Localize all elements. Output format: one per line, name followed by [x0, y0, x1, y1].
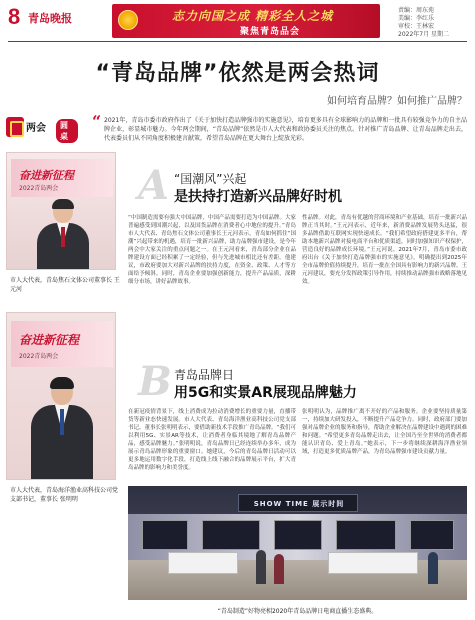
header-divider — [8, 41, 467, 42]
article-title: “青岛品牌”依然是两会热词 — [95, 61, 380, 86]
section-headline: 用5G和实景AR展现品牌魅力 — [174, 385, 357, 401]
visitor-figure — [256, 550, 266, 584]
portrait-photo-wang — [6, 152, 116, 270]
two-sessions-badge — [6, 114, 78, 140]
display-counter — [328, 552, 418, 574]
badge-pill: 圆桌 — [56, 119, 78, 143]
portrait-photo-zhang — [6, 312, 116, 480]
banner-slogan: 志力向国之成 精彩全人之城 — [172, 9, 334, 23]
credit-line: 美编：李红乐 — [398, 15, 435, 22]
article-intro: 2021年，青岛市委市政府作出了《关于加快打造品牌强市的实施意见》，培育更多具有全球影响力的品牌和一批具有较强竞争力的自主品牌企业，彰显城市魅力。今年两会期间，“青岛品牌”依然是市人大代表和政协委员关注的焦点。针对推广青岛品牌、让青岛品牌走出去，代表委员们从不同角度积极建言献策，希望青岛品牌在更大舞台上绽放光彩。 — [104, 117, 467, 142]
section-headline: 是扶持打造新兴品牌好时机 — [174, 189, 342, 205]
page-number: 8 — [8, 4, 21, 29]
backdrop-banner — [11, 321, 113, 367]
photo-caption: 市人大代表，青岛焦石文体公司董事长 王元河 — [10, 277, 120, 293]
photo-caption: 市人大代表，青岛海洋渔业高科技公司党支部书记，董事长 张明明 — [10, 487, 119, 503]
visitor-figure — [274, 554, 284, 584]
backdrop-title: 奋进新征程 — [19, 169, 74, 182]
column-logo-icon — [6, 117, 24, 137]
quote-mark: “ — [92, 112, 102, 131]
editor-credits — [398, 7, 449, 39]
exhibition-photo — [128, 486, 467, 600]
issue-date: 2022年7月 星期二 — [398, 31, 449, 38]
badge-label: 两会 — [26, 123, 46, 134]
display-screen — [274, 520, 322, 550]
section-kicker: “国潮风”兴起 — [174, 172, 247, 186]
visitor-figure — [428, 552, 438, 584]
page-header — [0, 0, 475, 44]
display-screen — [410, 520, 454, 550]
national-emblem-icon — [118, 10, 138, 30]
body-column: “中国制造需要有强大中国品牌，中国产品需要打造为中国品牌。大家普遍感受到国潮兴起，以及国货品牌在消费者心中地位的提升。”青岛市人大代表、青岛焦石文体公司董事长王元河表示，青岛如何抓住“国潮”兴起带来的机遇，培育一批新兴品牌，助力品牌强市建设，是今年两会中大家关注的重点问题之一。在王元河看来，青岛部分企业在品牌建设方面已经积累了一定经验，但与先进城市相比还有差距。他建议，市政府要加大对新兴品牌的扶持力度，在资金、政策、人才等方面给予倾斜。同时，青岛企业要加强创新能力，提升产品品质，深耕细分市场，讲好品牌故事。 — [128, 215, 296, 285]
section-letter-b: B — [138, 358, 172, 405]
credit-line: 责编：周东苑 — [398, 7, 435, 14]
exhibition-sign — [238, 494, 358, 512]
backdrop-subtitle: 2022青岛两会 — [19, 185, 59, 192]
backdrop-subtitle: 2022青岛两会 — [19, 353, 59, 360]
display-screen — [202, 520, 260, 550]
section-banner — [112, 4, 380, 38]
section-letter-a: A — [138, 162, 170, 209]
exhibition-sign-text: SHOW TIME 展示时间 — [253, 500, 345, 508]
display-counter — [168, 552, 238, 574]
body-column: 在新冠疫情背景下，线上消费成为拉动消费增长的重要力量，直播带货等新业态快速发展。市人大代表、青岛海洋渔业高科技公司党支部书记、董事长张明明表示，要借助新技术手段推广青岛品牌。“我们可以利用5G、实景AR等技术，让消费者身临其境地了解青岛品牌产品，感受品牌魅力。”张明明说，青岛品牌日已经连续举办多年，成为展示青岛品牌形象的重要窗口。她建议，今后的青岛品牌日活动可以更多地运用数字化手段，打造线上线下融合的品牌展示平台，扩大青岛品牌的影响力和美誉度。 — [128, 409, 296, 471]
backdrop-title: 奋进新征程 — [19, 333, 80, 347]
person-figure — [37, 201, 89, 270]
article-subtitle: 如何培育品牌？如何推广品牌？ — [327, 96, 467, 107]
display-screen — [336, 520, 396, 550]
body-column: 性品牌。对此，青岛有优越的营商环境和产业基础，培育一批新兴品牌正当其时。”王元河表示，近年来，新消费品牌发展势头迅猛，很多品牌借助互联网实现快速成长。“我们希望政府搭建更多平台，帮助本地新兴品牌对接电商平台和优质渠道，同时加强知识产权保护，营造良好的品牌成长环境。”王元河说。2021年7月，青岛市委市政府出台《关于加快打造品牌强市的实施意见》，明确提出到2025年全市品牌价值持续提升，培育一批在全国具有影响力的新兴品牌。王元河建议，要充分发挥政策引导作用，持续推动品牌强市战略落地见效。 — [302, 215, 468, 285]
banner-subtitle: 聚焦青岛品会 — [240, 27, 301, 37]
credit-line: 审校：王林宏 — [398, 23, 435, 30]
section-kicker: 青岛品牌日 — [174, 368, 235, 382]
backdrop-banner — [11, 159, 113, 197]
display-screen — [142, 520, 188, 550]
photo-caption: “青岛制造”好物亮相2020年青岛品牌日电商直播生态盛典。 — [217, 608, 378, 615]
newspaper-name: 青岛晚报 — [28, 12, 72, 25]
body-column: 张明明认为，品牌推广离不开好的产品和服务。企业要坚持质量第一，持续加大研发投入，不断提升产品竞争力。同时，政府部门要加强对品牌企业的服务和指导，帮助企业解决在品牌建设中遇到的困难和问题。“希望更多青岛品牌走出去，让全国乃至全世界的消费者都能认识青岛、爱上青岛。”她表示，下一步将继续深耕海洋渔业领域，打造更多优质品牌产品，为青岛品牌强市建设贡献力量。 — [302, 409, 468, 455]
person-figure — [31, 379, 93, 480]
